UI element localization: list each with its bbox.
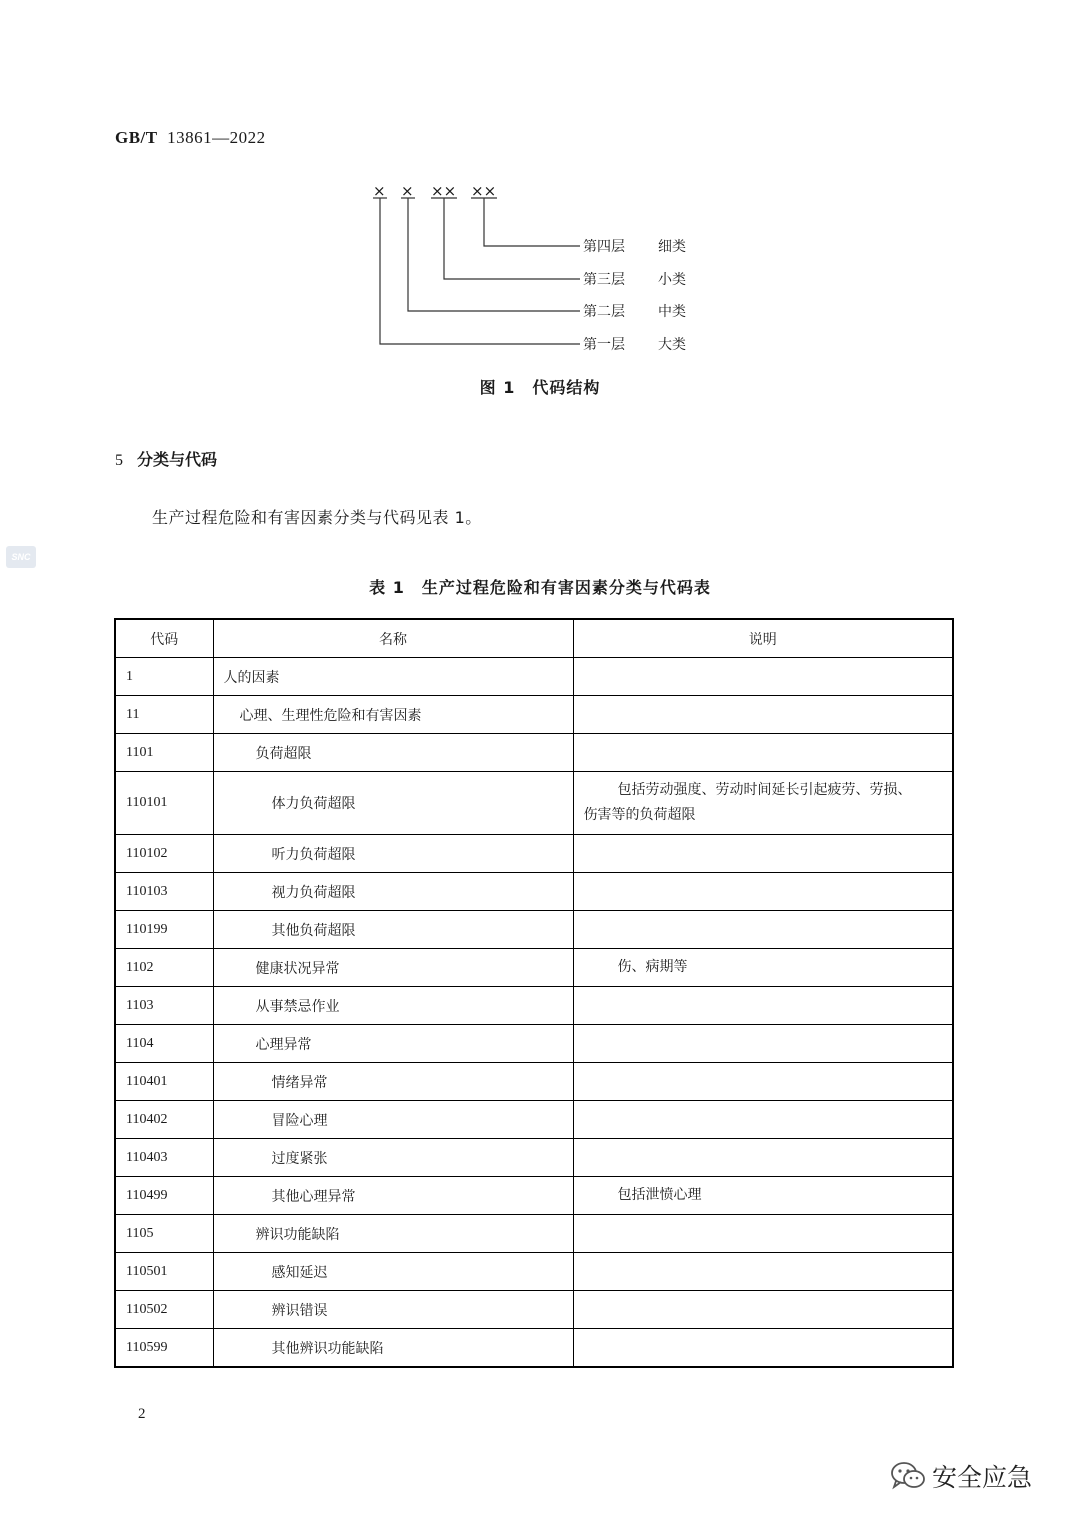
table-row: [115, 835, 953, 873]
standard-code: 13861—2022: [167, 128, 266, 147]
row-name: 负荷超限: [213, 734, 573, 772]
table-row: [115, 1025, 953, 1063]
row-name: 体力负荷超限: [213, 772, 573, 835]
code-mark-3: ××: [431, 182, 457, 200]
layer-2-category: 中类: [658, 304, 686, 320]
row-name: 其他心理异常: [213, 1177, 573, 1215]
table-row: [115, 734, 953, 772]
table-header-row: [115, 619, 953, 658]
row-code: 1103: [115, 987, 213, 1025]
row-name: 视力负荷超限: [213, 873, 573, 911]
row-note: [573, 1329, 953, 1368]
row-note: 伤、病期等: [573, 949, 953, 987]
connector-layer-1: [380, 198, 580, 344]
row-note: [573, 987, 953, 1025]
table-row: [115, 1329, 953, 1368]
layer-1-label: 第一层: [583, 337, 625, 353]
row-name: 人的因素: [213, 658, 573, 696]
table-row: [115, 1253, 953, 1291]
row-note: 包括泄愤心理: [573, 1177, 953, 1215]
row-note: [573, 1291, 953, 1329]
table-row: [115, 1177, 953, 1215]
row-note: [573, 1139, 953, 1177]
row-note: [573, 873, 953, 911]
row-note: [573, 1101, 953, 1139]
header-code: 代码: [115, 619, 213, 658]
wechat-icon: [890, 1460, 926, 1492]
row-note: [573, 1253, 953, 1291]
row-name: 辨识错误: [213, 1291, 573, 1329]
row-code: 110401: [115, 1063, 213, 1101]
code-mark-4: ××: [471, 182, 497, 200]
row-code: 110599: [115, 1329, 213, 1368]
row-code: 1104: [115, 1025, 213, 1063]
row-name: 感知延迟: [213, 1253, 573, 1291]
row-code: 110501: [115, 1253, 213, 1291]
row-name: 从事禁忌作业: [213, 987, 573, 1025]
row-code: 110402: [115, 1101, 213, 1139]
row-name: 冒险心理: [213, 1101, 573, 1139]
row-code: 1105: [115, 1215, 213, 1253]
layer-2-label: 第二层: [583, 304, 625, 320]
row-note: [573, 658, 953, 696]
section-heading: [115, 447, 217, 470]
row-name: 其他辨识功能缺陷: [213, 1329, 573, 1368]
row-code: 1102: [115, 949, 213, 987]
section-title: 分类与代码: [137, 450, 218, 469]
table-row: [115, 658, 953, 696]
table-row: [115, 1215, 953, 1253]
row-note: [573, 835, 953, 873]
row-name: 心理异常: [213, 1025, 573, 1063]
row-code: 110502: [115, 1291, 213, 1329]
row-code: 110403: [115, 1139, 213, 1177]
figure-caption: 图 1 代码结构: [479, 378, 601, 397]
row-name: 听力负荷超限: [213, 835, 573, 873]
row-name: 辨识功能缺陷: [213, 1215, 573, 1253]
row-note: [573, 696, 953, 734]
row-code: 1101: [115, 734, 213, 772]
classification-table: [114, 618, 954, 1368]
page-number: 2: [138, 1406, 146, 1422]
row-name: 心理、生理性危险和有害因素: [213, 696, 573, 734]
row-name: 过度紧张: [213, 1139, 573, 1177]
row-code: 11: [115, 696, 213, 734]
row-note: [573, 1025, 953, 1063]
layer-1-category: 大类: [658, 337, 686, 353]
table-row: [115, 772, 953, 835]
watermark: [890, 1458, 1032, 1494]
row-note-line-1: 包括劳动强度、劳动时间延长引起疲劳、劳损、: [617, 782, 912, 798]
table-row: [115, 911, 953, 949]
table-row: [115, 1291, 953, 1329]
connector-layer-3: [444, 198, 580, 279]
table-row: [115, 1101, 953, 1139]
row-name: 情绪异常: [213, 1063, 573, 1101]
row-name: 其他负荷超限: [213, 911, 573, 949]
row-code: 110102: [115, 835, 213, 873]
row-code: 1: [115, 658, 213, 696]
header-name: 名称: [213, 619, 573, 658]
layer-3-category: 小类: [658, 272, 686, 288]
table-row: [115, 1063, 953, 1101]
table-row: [115, 873, 953, 911]
table-row: [115, 987, 953, 1025]
code-mark-2: ×: [401, 182, 414, 200]
layer-4-category: 细类: [658, 239, 686, 255]
row-note: [573, 1063, 953, 1101]
row-name: 健康状况异常: [213, 949, 573, 987]
row-note: [573, 1215, 953, 1253]
row-note-line-2: 伤害等的负荷超限: [583, 807, 696, 823]
code-structure-diagram: [0, 0, 1080, 370]
layer-3-label: 第三层: [583, 272, 625, 288]
row-code: 110103: [115, 873, 213, 911]
row-code: 110199: [115, 911, 213, 949]
row-code: 110499: [115, 1177, 213, 1215]
row-code: 110101: [115, 772, 213, 835]
header-note: 说明: [573, 619, 953, 658]
connector-layer-4: [484, 198, 580, 246]
row-note: [573, 911, 953, 949]
table-caption: 表 1 生产过程危险和有害因素分类与代码表: [369, 578, 711, 597]
table-row: [115, 1139, 953, 1177]
layer-4-label: 第四层: [583, 239, 625, 255]
table-row: [115, 949, 953, 987]
side-logo-mark: SNC: [6, 546, 36, 568]
row-note: [573, 772, 953, 835]
connector-layer-2: [408, 198, 580, 311]
standard-prefix: GB/T: [115, 128, 158, 147]
body-paragraph: 生产过程危险和有害因素分类与代码见表 1。: [152, 508, 482, 527]
section-number: 5: [115, 452, 123, 469]
table-row: [115, 696, 953, 734]
code-mark-1: ×: [373, 182, 386, 200]
watermark-text: 安全应急: [932, 1463, 1033, 1492]
row-note: [573, 734, 953, 772]
